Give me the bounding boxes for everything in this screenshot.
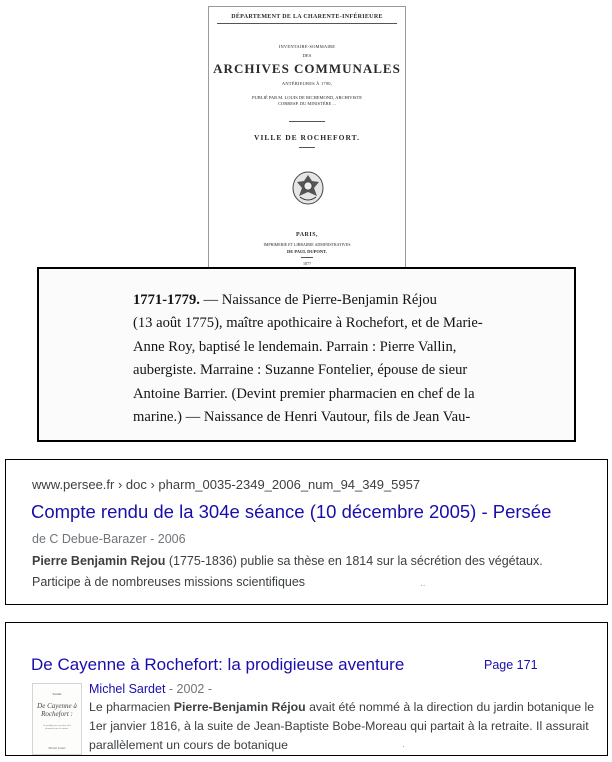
result-snippet: Pierre Benjamin Rejou (1775-1836) publie sa thèse en 1814 sur la sécrétion des végétaux. Participe à de nombreuses missions scientifiques [32, 554, 543, 589]
author-line: PUBLIÉ PAR M. LOUIS DE RICHEMOND, ARCHIVISTE [251, 95, 363, 100]
publisher-line: DE PAUL DUPONT. [287, 249, 327, 254]
search-result-persee [5, 459, 608, 605]
scanned-excerpt-image [37, 267, 576, 442]
snippet-ellipsis: .. [420, 578, 426, 589]
inventory-heading-des: DES [302, 53, 312, 58]
book-author-line [89, 682, 212, 696]
author-line-2: CORRESP. DU MINISTÈRE ... [278, 101, 336, 106]
city-heading: VILLE DE ROCHEFORT. [254, 133, 360, 142]
divider [299, 147, 315, 148]
excerpt-line: Anne Roy, baptisé le lendemain. Parrain : Pierre Vallin, [133, 338, 457, 355]
book-snippet: Le pharmacien Pierre-Benjamin Réjou avait été nommé à la direction du jardin botanique le 1er janvier 1816, à la suite de Jean-Baptiste Bobe-Moreau qui partait à la retraite. Il assurait parallèlement un cours de botanique [89, 700, 595, 752]
result-title-link[interactable]: Compte rendu de la 304e séance (10 décembre 2005) - Persée [31, 501, 552, 522]
excerpt-line: Antoine Barrier. (Devint premier pharmacien en chef de la [133, 385, 475, 402]
book-author [221, 95, 393, 107]
excerpt-text [133, 289, 562, 429]
publication-year: 1877 [303, 261, 311, 266]
divider [301, 257, 313, 258]
snippet-highlight: Pierre-Benjamin Réjou [173, 700, 306, 714]
excerpt-line: marine.) — Naissance de Henri Vautour, fils de Jean Vau- [133, 409, 471, 426]
book-year: - 2002 - [165, 682, 212, 696]
search-result-book [5, 622, 608, 756]
printer-line: IMPRIMERIE ET LIBRAIRIE ADMINISTRATIVES [263, 242, 351, 247]
book-subtitle: ANTÉRIEURES À 1790, [281, 81, 333, 86]
book-title-page-image [208, 6, 406, 268]
snippet-ellipsis: . [402, 739, 405, 750]
book-result-title-link[interactable]: De Cayenne à Rochefort: la prodigieuse aventure [31, 655, 405, 674]
excerpt-years: 1771-1779. [133, 292, 200, 308]
excerpt-line: 1771-1779. — Naissance de Pierre-Benjamin Réjou [133, 292, 437, 308]
book-title: ARCHIVES COMMUNALES [213, 61, 401, 76]
excerpt-line: (13 août 1775), maître apothicaire à Rochefort, et de Marie- [133, 315, 483, 332]
snippet-highlight: Pierre Benjamin Rejou [32, 554, 166, 568]
divider [217, 23, 397, 24]
department-heading: DÉPARTEMENT DE LA CHARENTE-INFÉRIEURE [231, 14, 383, 20]
result-byline: de C Debue-Barazer - 2006 [32, 532, 186, 546]
inventory-heading: INVENTAIRE-SOMMAIRE [278, 44, 336, 49]
author-link[interactable]: Michel Sardet [89, 682, 166, 696]
page-number-link[interactable]: Page 171 [484, 658, 538, 672]
book-cover-thumbnail[interactable]: Sardet De Cayenne à Rochefort : la prodigieuse aventure des pharmaciens de marine Michel Sardet [32, 683, 82, 755]
result-url-breadcrumb[interactable]: www.persee.fr › doc › pharm_0035-2349_2006_num_94_349_5957 [32, 477, 421, 492]
divider [289, 121, 325, 122]
publication-place: PARIS, [295, 232, 319, 238]
excerpt-line: aubergiste. Marraine : Suzanne Fontelier, épouse de sieur [133, 362, 468, 379]
imperial-seal-icon [291, 171, 325, 205]
